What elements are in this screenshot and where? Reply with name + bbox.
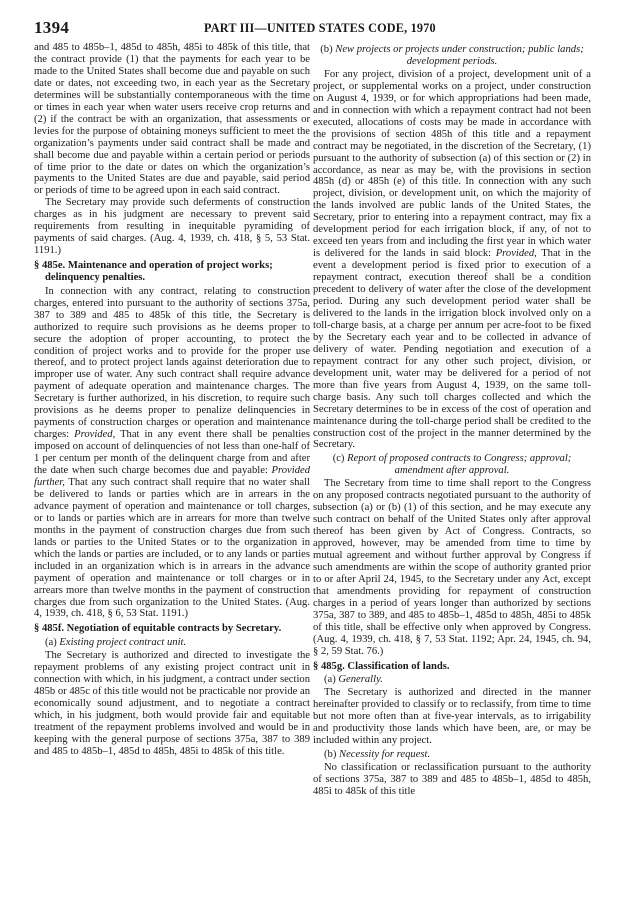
subsection-g-a-heading [313,674,591,686]
subsection-label: (a) [324,674,339,686]
provided-clause: Provided, [495,248,537,260]
provided-further-clause: Provided further, [34,465,310,488]
section-485e-text-part: That any such contract shall require that no water shall be delivered to lands or parties which are in arrears in the advance payment of operation and maintenance or toll charges, or to lands or parties which are in arrears for more than twelve months in the payment of construction charges due from such lands or parties to the United States or to the organization in which the lands or parties are included, or to any lands or parties included in an organization which is in arrears in the advance payment of operation and maintenance or toll charges or in arrears more than twelve months in the payment of construction charges due from such organization to the United States. (Aug. 4, 1939, ch. 418, § 6, 53 Stat. 1191.) [34,477,310,620]
page-header [34,18,590,38]
subsection-c-heading [313,453,591,477]
subsection-a-text: The Secretary is authorized and directed to investigate the repayment problems of any existing project contract unit in connection with which, in his judgment, a contract under section 485b or 485c of this title would not be practicable nor provide an economically sound adjustment, and to negotiate a contract which, in his judgment, both would provide fair and equitable treatment of the repayment problems involved and would be in keeping with the general purpose of sections 375a, 387 to 389 and 485 to 485b–1, 485d to 485h, 485i to 485k of this title. [34,650,310,757]
subsection-label: (a) [45,637,60,649]
provided-clause: Provided, [74,429,116,441]
subsection-title: Existing project contract unit. [59,637,187,649]
subsection-label: (b) [324,749,340,761]
left-column [34,42,310,758]
running-head: PART III—UNITED STATES CODE, 1970 [204,21,436,35]
section-485e-text-part: That in any event there shall be penalties imposed on account of delinquencies of not less than one-half of 1 per centum per month of the delinquent charge from and after the date when such charge becomes due and payable: [34,429,310,477]
section-485e-text [34,286,310,621]
section-485f-heading: § 485f. Negotiation of equitable contracts by Secretary. [34,623,282,635]
subsection-title: Generally. [338,674,383,686]
subsection-label: (b) [320,44,336,55]
subsection-b-heading [313,44,591,68]
page-number: 1394 [34,18,70,37]
subsection-title: Necessity for request. [339,749,431,761]
subsection-title: Report of proposed contracts to Congress; approval; amendment after approval. [347,453,572,477]
right-column [313,42,591,798]
subsection-label: (c) [332,453,348,465]
subsection-c-text: The Secretary from time to time shall report to the Congress on any proposed contracts negotiated pursuant to the authority of subsection (a) or (b) (1) of this section, and he may execute any such contract on behalf of the United States only after approval thereof has been given by Act of Congress. Contracts, so approved, however, may be amended from time to time by mutual agreement and without further approval by Congress if such amendments are within the scope of authority granted prior to or after April 24, 1945, to the Secretary under any Act, except that amendments providing for repayment of construction charges in a period of years longer than authorized by sections 375a, 387 to 389, and 485 to 485b–1, 485d to 485h, 485i to 485k of this title, shall be effective only when approved by Congress. (Aug. 4, 1939, ch. 418, § 7, 53 Stat. 1192; Apr. 24, 1945, ch. 94, § 2, 59 Stat. 76.) [313,478,591,657]
subsection-g-a-text: The Secretary is authorized and directed in the manner hereinafter provided to classify or to reclassify, from time to time but not more often than at five-year intervals, as to irrigability and productivity those lands which have been, are, or may be included within any project. [313,687,591,747]
continued-paragraph: and 485 to 485b–1, 485d to 485h, 485i to 485k of this title, that the contract provide (1) that the payments for each year to be made to the United States shall become due and payable on such date or dates, not exceeding two, in each year as the Secretary determines will be substantially contemporaneous with the time or times in each year when water users receive crop returns and (2) if the contract be with an organization, that assessments or levies for the purpose of obtaining moneys sufficient to meet the organization’s payments under said contract shall be made and shall become due and payable within a certain period or periods of time prior to the date or dates on which the organization’s payments to the United States are due and payable, said period or periods of time to be agreed upon in each said contract. [34,42,310,197]
section-485e-text-part: In connection with any contract, relating to construction charges, entered into pursuant to the authority of sections 375a, 387 to 389 and 485 to 485k of this title, the Secretary is authorized to require such provisions as he deems proper to secure the adoption of proper accounting, to protect the condition of project works and to provide for the proper use thereof, and to protect project lands against deterioration due to improper use of water. Any such contract shall require advance payment of adequate operation and maintenance charges. The Secretary is further authorized, in his discretion, to require such provisions as he deems proper to penalize delinquencies in payments of construction charges or operation and maintenance charges: [34,285,310,441]
subsection-b-text-part: That in the event a development period is fixed prior to execution of a repayment contract, execution thereof shall be a condition precedent to delivery of water after the close of the development period. During any such development period water shall be delivered to the lands in the irrigation block involved only on a toll-charge basis, at a charge per annum per acre-foot to be fixed by the Secretary each year and to be collected in advance of delivery of water. Pending negotiation and execution of a repayment contract for any other such project, division, or development unit, water may be delivered for a period of not more than five years from August 4, 1939, on the same toll-charge basis. Any such toll charges collected and which the Secretary determines to be in excess of the cost of operation and maintenance during the toll-charge period shall be credited to the construction cost of the project in the manner determined by the Secretary. [313,248,591,451]
deferments-paragraph: The Secretary may provide such deferments of construction charges as in his judgment are necessary to prevent said requirements from resulting in inequitable pyramiding of payments of said charges. (Aug. 4, 1939, ch. 418, § 5, 53 Stat. 1191.) [34,197,310,257]
subsection-title: New projects or projects under construction; public lands; development periods. [335,44,584,67]
section-485e-heading: § 485e. Maintenance and operation of project works; delinquency penalties. [34,260,273,283]
section-485g-heading: § 485g. Classification of lands. [313,660,450,672]
subsection-a-heading [34,637,310,649]
subsection-b-text-part: For any project, division of a project, development unit of a project, or supplemental works on a project, under construction on August 4, 1939, or for which appropriations had been made, and in connection with which a repayment contract had not been executed, allocations of costs may be made in accordance with the provisions of section 485h of this title and a repayment contract may be negotiated, in the discretion of the Secretary, (1) pursuant to the authority of subsection (a) of this section or (2) in accordance, as near as may be, with the provisions in section 485h (d) or 485h (e) of this title. In connection with any such project, division, or development unit, on which the majority of the lands involved are public lands of the United States, the Secretary, prior to entering into a repayment contract, may fix a development period for each irrigation block, if any, of not to exceed ten years from and including the first year in which water is delivered for the lands in said block: [313,68,591,260]
subsection-g-b-heading [313,749,591,761]
subsection-g-b-text: No classification or reclassification pursuant to the authority of sections 375a, 387 to 389 and 485 to 485b–1, 485d to 485h, 485i to 485k of this title [313,762,591,797]
subsection-b-text [313,69,591,452]
